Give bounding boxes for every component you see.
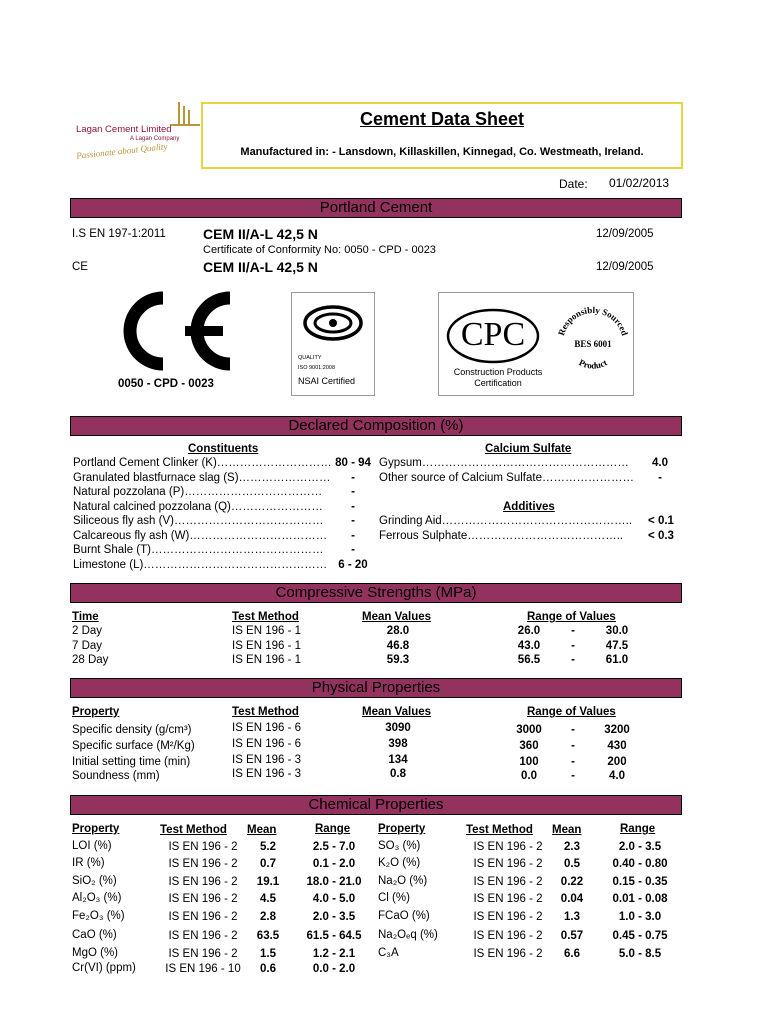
- chem-property: FCaO (%): [378, 910, 430, 922]
- chem-method: IS EN 196 - 2: [168, 841, 238, 853]
- physical-min: 360: [519, 740, 539, 752]
- chem-mean: 1.5: [260, 948, 276, 960]
- chem-range: 1.0 - 3.0: [618, 911, 662, 923]
- ce-number: 0050 - CPD - 0023: [118, 378, 214, 390]
- cement-type-1: CEM II/A-L 42,5 N: [203, 226, 318, 242]
- constituent-value: 6 - 20: [338, 558, 368, 571]
- chem-mean: 0.6: [260, 963, 276, 975]
- col-header-test-method: Test Method: [232, 706, 299, 718]
- strength-max: 30.0: [605, 625, 629, 637]
- chem-property: MgO (%): [72, 947, 118, 959]
- strength-min: 26.0: [517, 625, 541, 637]
- chem-property: IR (%): [72, 857, 105, 869]
- constituent-name: Calcareous fly ash (W)………………………………: [73, 529, 328, 542]
- logo-company-name: Lagan Cement Limited: [76, 124, 172, 135]
- chem-property: Na₂O (%): [378, 875, 428, 887]
- chem-left-header-mean: Mean: [247, 824, 277, 836]
- additive-name: Grinding Aid…………………………………………..: [379, 515, 633, 527]
- cpc-logo: [438, 292, 634, 396]
- chem-mean: 2.8: [260, 911, 276, 923]
- col-header-mean-values: Mean Values: [362, 611, 432, 623]
- col-header-time: Time: [72, 611, 99, 623]
- chem-method: IS EN 196 - 2: [473, 858, 543, 870]
- logo-tagline: Passionate about Quality: [75, 141, 168, 161]
- constituent-value: -: [351, 529, 355, 542]
- cpc-mark: CPC: [460, 316, 526, 353]
- calcium-sulfate-header: Calcium Sulfate: [485, 443, 572, 455]
- sulfate-name: Gypsum………………………………………………: [379, 457, 629, 469]
- chem-property: SO₃ (%): [378, 840, 421, 852]
- strength-mean: 46.8: [386, 639, 410, 652]
- date-2: 12/09/2005: [596, 261, 654, 273]
- date-1: 12/09/2005: [596, 228, 654, 240]
- col-header-range-values: Range of Values: [527, 706, 616, 718]
- col-header-test-method: Test Method: [232, 611, 299, 623]
- chem-property: SiO₂ (%): [72, 875, 117, 887]
- chem-right-header-property: Property: [378, 823, 426, 835]
- strength-max: 47.5: [605, 639, 629, 652]
- strength-mean: 28.0: [386, 625, 410, 637]
- chem-method: IS EN 196 - 2: [168, 893, 238, 905]
- chem-property: K₂O (%): [378, 857, 421, 869]
- physical-mean: 0.8: [390, 768, 406, 780]
- chem-range: 0.40 - 0.80: [612, 858, 668, 870]
- cement-type-2: CEM II/A-L 42,5 N: [203, 259, 318, 275]
- constituent-name: Burnt Shale (T)………………………………………: [73, 544, 324, 556]
- chem-range: 4.0 - 5.0: [312, 893, 356, 905]
- chem-property: Na₂Oₑq (%): [378, 929, 438, 941]
- date-label: Date:: [559, 177, 588, 191]
- constituent-name: Natural pozzolana (P)………………………………: [73, 486, 323, 498]
- manufacturer-line: Manufactured in: - Lansdown, Killaskillen, Kinnegad, Co. Westmeath, Ireland.: [240, 146, 644, 158]
- physical-max: 3200: [604, 724, 630, 736]
- chem-range: 0.45 - 0.75: [612, 930, 668, 942]
- bes-ring-bottom: Product: [577, 357, 609, 371]
- chem-range: 2.0 - 3.5: [618, 841, 662, 853]
- chem-method: IS EN 196 - 2: [168, 930, 238, 942]
- chem-mean: 5.2: [260, 841, 276, 853]
- constituent-value: 80 - 94: [335, 457, 371, 469]
- strength-dash: -: [571, 654, 575, 666]
- physical-dash: -: [571, 770, 575, 782]
- standard-1: I.S EN 197-1:2011: [72, 228, 166, 240]
- physical-property: Initial setting time (min): [72, 756, 191, 768]
- chem-method: IS EN 196 - 2: [168, 948, 238, 960]
- physical-property: Soundness (mm): [72, 770, 160, 782]
- nsai-certified: NSAI Certified: [298, 376, 356, 386]
- bes-ring-mid: BES 6001: [574, 339, 612, 349]
- certificate-number: Certificate of Conformity No: 0050 - CPD - 0023: [203, 244, 436, 256]
- chem-method: IS EN 196 - 2: [473, 841, 543, 853]
- cpc-line-2: Certification: [474, 378, 522, 388]
- chem-property: Cr(VI) (ppm): [72, 962, 136, 974]
- section-declared-composition: Declared Composition (%): [70, 416, 682, 436]
- physical-mean: 134: [388, 754, 408, 766]
- physical-dash: -: [571, 756, 575, 768]
- physical-mean: 3090: [385, 722, 411, 734]
- strength-min: 56.5: [517, 654, 541, 666]
- chem-property: CaO (%): [72, 929, 117, 941]
- chem-property: Fe₂O₃ (%): [72, 910, 125, 922]
- physical-method: IS EN 196 - 3: [232, 754, 302, 766]
- chem-range: 5.0 - 8.5: [618, 948, 662, 960]
- svg-text:Product: [577, 357, 608, 370]
- chem-range: 0.0 - 2.0: [312, 963, 356, 975]
- chem-method: IS EN 196 - 2: [473, 948, 543, 960]
- physical-method: IS EN 196 - 6: [232, 722, 302, 734]
- chem-method: IS EN 196 - 2: [473, 893, 543, 905]
- sulfate-value: 4.0: [652, 457, 668, 469]
- strength-mean: 59.3: [386, 654, 410, 666]
- header-box: [201, 102, 683, 169]
- chem-method: IS EN 196 - 2: [473, 876, 543, 888]
- logo-subtitle: A Lagan Company: [130, 136, 180, 142]
- additives-header: Additives: [503, 501, 555, 513]
- chem-method: IS EN 196 - 2: [168, 876, 238, 888]
- physical-mean: 398: [388, 738, 408, 750]
- additive-value: < 0.1: [648, 515, 674, 527]
- bes-6001-seal-icon: [553, 303, 633, 383]
- chem-mean: 63.5: [256, 930, 280, 942]
- chem-mean: 0.22: [560, 876, 584, 888]
- chem-left-header-range: Range: [315, 823, 351, 835]
- strength-min: 43.0: [517, 639, 541, 652]
- date-value: 01/02/2013: [609, 176, 670, 190]
- chem-range: 0.15 - 0.35: [612, 876, 668, 888]
- strength-time: 28 Day: [72, 654, 109, 666]
- constituent-value: -: [351, 471, 355, 484]
- chem-mean: 0.04: [560, 893, 584, 905]
- col-header-property: Property: [72, 706, 120, 718]
- nsai-certified-logo: [291, 292, 375, 396]
- section-chemical-properties: Chemical Properties: [70, 795, 682, 815]
- chem-mean: 0.7: [260, 858, 276, 870]
- chem-right-header-method: Test Method: [466, 824, 533, 836]
- chem-range: 2.5 - 7.0: [312, 841, 356, 853]
- section-portland-cement: Portland Cement: [70, 198, 682, 218]
- section-physical-properties: Physical Properties: [70, 678, 682, 698]
- physical-min: 3000: [516, 724, 542, 736]
- physical-min: 100: [519, 756, 539, 768]
- constituent-value: -: [351, 544, 355, 556]
- logo-bars-icon: [170, 100, 200, 130]
- chem-mean: 19.1: [256, 876, 280, 888]
- page-title: Cement Data Sheet: [359, 109, 525, 129]
- nsai-symbol-icon: [300, 301, 366, 345]
- sulfate-value: -: [658, 471, 662, 484]
- chem-right-header-range: Range: [620, 823, 656, 835]
- constituents-header: Constituents: [188, 443, 259, 455]
- strength-dash: -: [571, 639, 575, 652]
- chem-mean: 0.5: [564, 858, 580, 870]
- physical-property: Specific surface (M²/Kg): [72, 740, 195, 752]
- additive-name: Ferrous Sulphate…………………………………..: [379, 529, 624, 542]
- strength-max: 61.0: [605, 654, 629, 666]
- chem-method: IS EN 196 - 2: [473, 930, 543, 942]
- physical-dash: -: [571, 740, 575, 752]
- chem-property: Cl (%): [378, 892, 410, 904]
- chem-range: 61.5 - 64.5: [306, 930, 362, 942]
- physical-max: 430: [607, 740, 627, 752]
- chem-range: 1.2 - 2.1: [312, 948, 356, 960]
- constituent-name: Natural calcined pozzolana (Q)……………………: [73, 500, 323, 513]
- chem-range: 0.01 - 0.08: [612, 893, 668, 905]
- chem-mean: 6.6: [564, 948, 580, 960]
- physical-dash: -: [571, 724, 575, 736]
- chem-property: C₃A: [378, 947, 399, 959]
- constituent-value: -: [351, 486, 355, 498]
- strength-time: 7 Day: [72, 639, 103, 652]
- nsai-iso: ISO 9001:2008: [298, 365, 336, 371]
- strength-method: IS EN 196 - 1: [232, 639, 302, 652]
- chem-mean: 0.57: [560, 930, 584, 942]
- company-logo: [70, 100, 200, 170]
- physical-method: IS EN 196 - 3: [232, 768, 302, 780]
- physical-max: 200: [607, 756, 627, 768]
- strength-method: IS EN 196 - 1: [232, 654, 302, 666]
- constituent-value: -: [351, 500, 355, 513]
- chem-left-header-method: Test Method: [160, 824, 227, 836]
- constituent-name: Siliceous fly ash (V)…………………………………: [73, 515, 324, 527]
- col-header-range-values: Range of Values: [527, 611, 616, 623]
- chem-method: IS EN 196 - 2: [473, 911, 543, 923]
- chem-property: Al₂O₃ (%): [72, 892, 122, 904]
- strength-method: IS EN 196 - 1: [232, 625, 302, 637]
- svg-text:Responsibly Sourced: [556, 305, 630, 337]
- constituent-value: -: [351, 515, 355, 527]
- chem-method: IS EN 196 - 2: [168, 858, 238, 870]
- strength-dash: -: [571, 625, 575, 637]
- standard-2: CE: [72, 261, 88, 273]
- chem-range: 18.0 - 21.0: [306, 876, 362, 888]
- physical-property: Specific density (g/cm³): [72, 724, 192, 736]
- cpc-line-1: Construction Products: [453, 367, 543, 377]
- section-compressive-strengths: Compressive Strengths (MPa): [70, 583, 682, 603]
- constituent-name: Portland Cement Clinker (K)…………………………: [73, 457, 332, 469]
- constituent-name: Limestone (L)…………………………………………: [73, 558, 328, 571]
- ce-mark-icon: [105, 288, 240, 374]
- col-header-mean-values: Mean Values: [362, 706, 432, 718]
- additive-value: < 0.3: [648, 529, 674, 542]
- chem-method: IS EN 196 - 2: [168, 911, 238, 923]
- sulfate-name: Other source of Calcium Sulfate……………………: [379, 471, 634, 484]
- chem-method: IS EN 196 - 10: [165, 963, 241, 975]
- chem-property: LOI (%): [72, 840, 112, 852]
- chem-right-header-mean: Mean: [552, 824, 582, 836]
- constituent-name: Granulated blastfurnace slag (S)……………………: [73, 471, 331, 484]
- chem-mean: 4.5: [260, 893, 276, 905]
- physical-max: 4.0: [609, 770, 625, 782]
- strength-time: 2 Day: [72, 625, 103, 637]
- chem-mean: 2.3: [564, 841, 580, 853]
- chem-range: 0.1 - 2.0: [312, 858, 356, 870]
- nsai-quality: QUALITY: [298, 355, 322, 361]
- chem-range: 2.0 - 3.5: [312, 911, 356, 923]
- bes-ring-top: Responsibly Sourced: [556, 304, 630, 337]
- chem-mean: 1.3: [564, 911, 580, 923]
- physical-method: IS EN 196 - 6: [232, 738, 302, 750]
- physical-min: 0.0: [521, 770, 537, 782]
- chem-left-header-property: Property: [72, 823, 120, 835]
